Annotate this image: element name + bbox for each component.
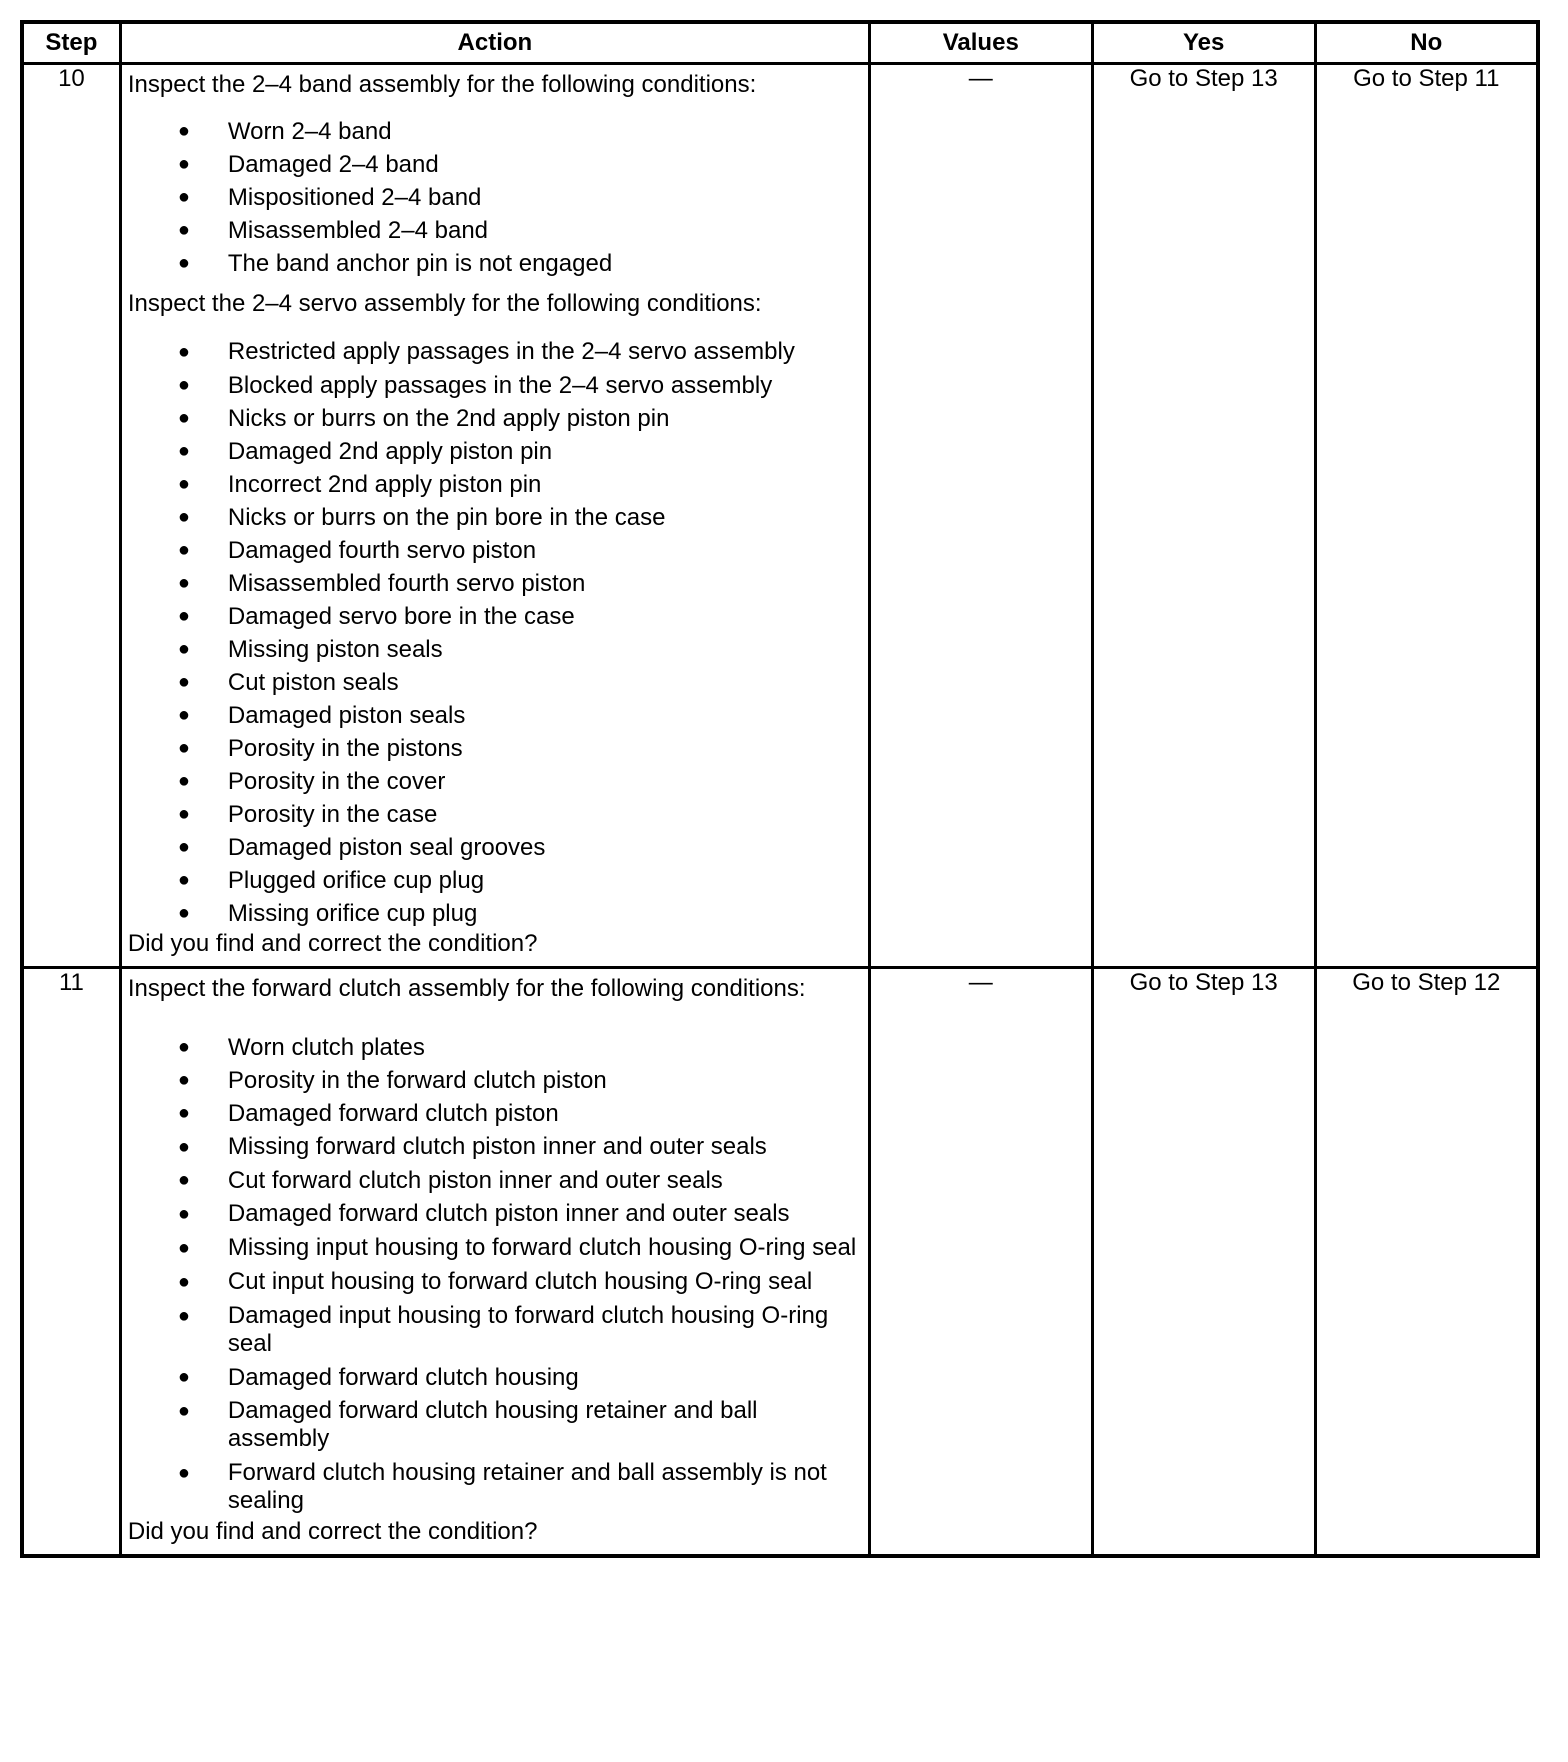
bullet-icon: ● xyxy=(177,1237,190,1260)
bullet-icon: ● xyxy=(177,1102,190,1125)
list-item-text: Porosity in the case xyxy=(227,801,438,829)
bullet-icon: ● xyxy=(177,572,190,595)
list-item xyxy=(128,600,864,633)
bullet-icon: ● xyxy=(177,1462,190,1485)
list-item-text: Cut piston seals xyxy=(227,669,399,697)
condition-list xyxy=(128,1031,864,1518)
list-item-text: Porosity in the pistons xyxy=(227,735,463,763)
list-item-text: Missing input housing to forward clutch housing O-ring seal xyxy=(227,1234,857,1262)
bullet-icon: ● xyxy=(177,1271,190,1294)
table-row-step-10 xyxy=(22,64,1538,968)
list-item xyxy=(128,1031,864,1064)
bullet-icon: ● xyxy=(177,341,190,364)
list-item-text: Damaged forward clutch piston xyxy=(227,1100,559,1128)
list-item-text: Damaged piston seals xyxy=(227,702,466,730)
list-item xyxy=(128,214,864,247)
list-item xyxy=(128,1197,864,1231)
yes-result: Go to Step 13 xyxy=(1092,968,1315,1556)
action-cell xyxy=(120,968,869,1556)
action-intro: Inspect the 2–4 servo assembly for the following conditions: xyxy=(127,289,762,317)
list-item-text: Forward clutch housing retainer and ball assembly is not sealing xyxy=(227,1459,827,1515)
list-item-text: Missing piston seals xyxy=(227,636,443,664)
no-result: Go to Step 11 xyxy=(1315,64,1538,968)
bullet-icon: ● xyxy=(177,473,190,496)
bullet-icon: ● xyxy=(177,440,190,463)
condition-list xyxy=(128,335,864,930)
bullet-icon: ● xyxy=(177,1069,190,1092)
list-item xyxy=(128,181,864,214)
bullet-icon: ● xyxy=(177,1036,190,1059)
bullet-icon: ● xyxy=(177,836,190,859)
bullet-icon: ● xyxy=(177,803,190,826)
bullet-icon: ● xyxy=(177,218,190,241)
bullet-icon: ● xyxy=(177,1169,190,1192)
list-item xyxy=(128,831,864,864)
list-item xyxy=(128,699,864,732)
list-item-text: Damaged fourth servo piston xyxy=(227,537,537,565)
list-item-text: Damaged forward clutch housing xyxy=(227,1364,579,1392)
list-item-text: Damaged forward clutch housing retainer and ball assembly xyxy=(227,1397,758,1453)
list-item-text: Nicks or burrs on the 2nd apply piston pin xyxy=(227,405,670,433)
header-yes: Yes xyxy=(1092,22,1315,64)
list-item xyxy=(128,897,864,930)
bullet-icon: ● xyxy=(177,1305,190,1328)
list-item-text: Nicks or burrs on the pin bore in the case xyxy=(227,504,666,532)
list-item-text: Missing orifice cup plug xyxy=(227,900,478,928)
bullet-icon: ● xyxy=(177,869,190,892)
list-item-text: Restricted apply passages in the 2–4 servo assembly xyxy=(227,338,795,366)
bullet-icon: ● xyxy=(177,1366,190,1389)
list-item-text: Misassembled fourth servo piston xyxy=(227,570,586,598)
bullet-icon: ● xyxy=(177,407,190,430)
list-item xyxy=(128,468,864,501)
list-item xyxy=(128,1164,864,1197)
header-values: Values xyxy=(869,22,1092,64)
step-number: 11 xyxy=(22,968,120,1556)
bullet-icon: ● xyxy=(177,152,190,175)
header-action: Action xyxy=(120,22,869,64)
list-item-text: Cut input housing to forward clutch housing O-ring seal xyxy=(227,1268,813,1296)
header-step: Step xyxy=(22,22,120,64)
bullet-icon: ● xyxy=(177,506,190,529)
bullet-icon: ● xyxy=(177,638,190,661)
list-item-text: Worn 2–4 band xyxy=(227,117,392,145)
list-item xyxy=(128,1064,864,1097)
bullet-icon: ● xyxy=(177,1400,190,1423)
header-row xyxy=(22,22,1538,64)
list-item-text: Damaged piston seal grooves xyxy=(227,834,546,862)
list-item-text: Damaged input housing to forward clutch housing O-ring seal xyxy=(227,1302,829,1358)
bullet-icon: ● xyxy=(177,902,190,925)
list-item xyxy=(128,765,864,798)
header-no: No xyxy=(1315,22,1538,64)
list-item-text: Damaged 2nd apply piston pin xyxy=(227,438,553,466)
bullet-icon: ● xyxy=(177,1136,190,1159)
list-item-text: Damaged forward clutch piston inner and outer seals xyxy=(227,1200,790,1228)
list-item xyxy=(128,864,864,897)
bullet-icon: ● xyxy=(177,737,190,760)
bullet-icon: ● xyxy=(177,251,190,274)
list-item-text: Plugged orifice cup plug xyxy=(227,867,485,895)
list-item xyxy=(128,335,864,369)
action-intro: Inspect the forward clutch assembly for the following conditions: xyxy=(127,975,806,1002)
bullet-icon: ● xyxy=(177,770,190,793)
condition-list xyxy=(128,115,864,280)
list-item xyxy=(128,798,864,831)
list-item xyxy=(128,732,864,765)
diagnostic-table xyxy=(20,20,1540,1558)
list-item xyxy=(128,1097,864,1130)
list-item xyxy=(128,666,864,699)
bullet-icon: ● xyxy=(177,671,190,694)
list-item xyxy=(128,1394,864,1456)
bullet-icon: ● xyxy=(177,1203,190,1226)
list-item xyxy=(128,1265,864,1299)
list-item-text: Misassembled 2–4 band xyxy=(227,216,489,244)
action-question: Did you find and correct the condition? xyxy=(127,930,538,958)
values-cell: — xyxy=(869,968,1092,1556)
bullet-icon: ● xyxy=(177,605,190,628)
list-item xyxy=(128,1456,864,1518)
bullet-icon: ● xyxy=(177,704,190,727)
list-item xyxy=(128,1231,864,1265)
list-item xyxy=(128,567,864,600)
list-item-text: The band anchor pin is not engaged xyxy=(227,249,613,277)
list-item xyxy=(128,1361,864,1394)
list-item xyxy=(128,148,864,181)
bullet-icon: ● xyxy=(177,374,190,397)
step-number: 10 xyxy=(22,64,120,968)
list-item-text: Porosity in the cover xyxy=(227,768,446,796)
list-item-text: Porosity in the forward clutch piston xyxy=(227,1067,607,1095)
list-item-text: Worn clutch plates xyxy=(227,1034,425,1062)
list-item xyxy=(128,402,864,435)
bullet-icon: ● xyxy=(177,119,190,142)
list-item-text: Blocked apply passages in the 2–4 servo assembly xyxy=(227,372,773,400)
action-intro: Inspect the 2–4 band assembly for the following conditions: xyxy=(127,71,757,98)
yes-result: Go to Step 13 xyxy=(1092,64,1315,968)
values-cell: — xyxy=(869,64,1092,968)
list-item-text: Cut forward clutch piston inner and outer seals xyxy=(227,1167,723,1195)
list-item xyxy=(128,534,864,567)
action-question: Did you find and correct the condition? xyxy=(127,1518,538,1546)
list-item-text: Damaged servo bore in the case xyxy=(227,603,575,631)
list-item-text: Missing forward clutch piston inner and outer seals xyxy=(227,1133,767,1161)
list-item-text: Mispositioned 2–4 band xyxy=(227,183,482,211)
list-item xyxy=(128,633,864,666)
bullet-icon: ● xyxy=(177,539,190,562)
list-item xyxy=(128,435,864,468)
bullet-icon: ● xyxy=(177,185,190,208)
table-row-step-11 xyxy=(22,968,1538,1556)
list-item xyxy=(128,1299,864,1361)
list-item-text: Damaged 2–4 band xyxy=(227,150,439,178)
no-result: Go to Step 12 xyxy=(1315,968,1538,1556)
list-item xyxy=(128,247,864,280)
list-item xyxy=(128,115,864,148)
action-cell xyxy=(120,64,869,968)
list-item-text: Incorrect 2nd apply piston pin xyxy=(227,471,542,499)
list-item xyxy=(128,1130,864,1164)
list-item xyxy=(128,369,864,402)
list-item xyxy=(128,501,864,534)
